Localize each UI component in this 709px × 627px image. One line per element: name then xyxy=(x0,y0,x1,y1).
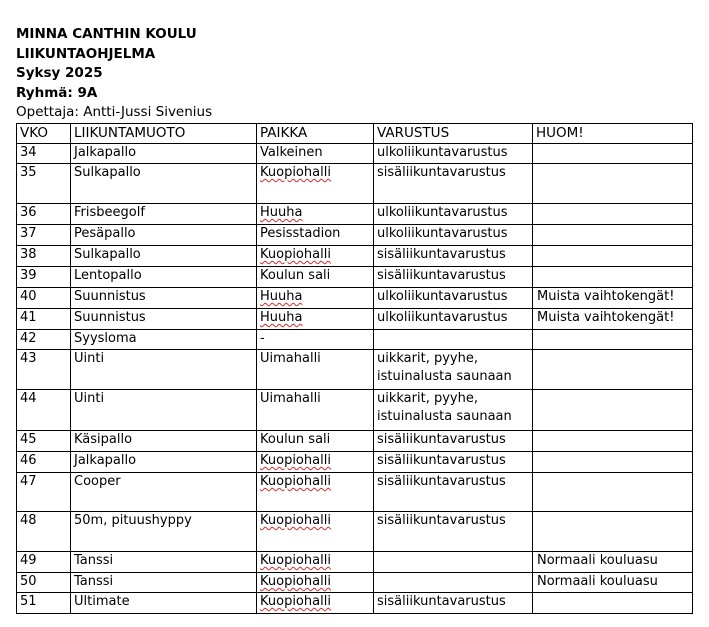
equipment-line: istuinalusta saunaan xyxy=(377,369,512,384)
cell-place xyxy=(257,246,374,267)
cell-equipment xyxy=(374,144,533,164)
cell-sport: Suunnistus xyxy=(71,309,257,330)
table-row xyxy=(17,164,693,204)
cell-sport: Jalkapallo xyxy=(71,452,257,473)
cell-week: 46 xyxy=(17,452,71,473)
place-text: Koulun sali xyxy=(260,268,331,283)
cell-place xyxy=(257,267,374,288)
equipment-line: istuinalusta saunaan xyxy=(377,409,512,424)
equipment-line: ulkoliikuntavarustus xyxy=(377,205,508,220)
column-header-equipment: VARUSTUS xyxy=(374,124,533,144)
table-row xyxy=(17,593,693,614)
cell-sport: Syysloma xyxy=(71,330,257,350)
cell-place xyxy=(257,593,374,614)
cell-note xyxy=(533,350,693,390)
cell-place xyxy=(257,512,374,552)
equipment-line: sisäliikuntavarustus xyxy=(377,268,506,283)
cell-sport: Uinti xyxy=(71,350,257,390)
column-header-sport: LIIKUNTAMUOTO xyxy=(71,124,257,144)
equipment-line: ulkoliikuntavarustus xyxy=(377,226,508,241)
cell-place xyxy=(257,330,374,350)
cell-sport: 50m, pituushyppy xyxy=(71,512,257,552)
cell-note xyxy=(533,330,693,350)
equipment-line: ulkoliikuntavarustus xyxy=(377,289,508,304)
table-row xyxy=(17,144,693,164)
cell-note xyxy=(533,267,693,288)
place-text: Kuopiohalli xyxy=(260,553,331,568)
cell-place xyxy=(257,390,374,431)
equipment-line: sisäliikuntavarustus xyxy=(377,165,506,180)
cell-note xyxy=(533,512,693,552)
cell-place xyxy=(257,473,374,512)
place-text: Kuopiohalli xyxy=(260,574,331,589)
cell-equipment xyxy=(374,246,533,267)
cell-equipment xyxy=(374,593,533,614)
cell-week: 38 xyxy=(17,246,71,267)
cell-sport: Tanssi xyxy=(71,552,257,573)
cell-equipment xyxy=(374,267,533,288)
place-text: Kuopiohalli xyxy=(260,247,331,262)
cell-place xyxy=(257,309,374,330)
cell-place xyxy=(257,288,374,309)
cell-week: 42 xyxy=(17,330,71,350)
cell-week: 50 xyxy=(17,573,71,593)
cell-place xyxy=(257,144,374,164)
cell-equipment xyxy=(374,552,533,573)
place-text: Kuopiohalli xyxy=(260,594,331,609)
equipment-line: sisäliikuntavarustus xyxy=(377,474,506,489)
column-header-vko: VKO xyxy=(17,124,71,144)
cell-equipment xyxy=(374,330,533,350)
place-text: Uimahalli xyxy=(260,351,321,366)
equipment-line: ulkoliikuntavarustus xyxy=(377,145,508,160)
cell-note xyxy=(533,204,693,225)
cell-week: 39 xyxy=(17,267,71,288)
cell-equipment xyxy=(374,164,533,204)
cell-note xyxy=(533,246,693,267)
cell-sport: Lentopallo xyxy=(71,267,257,288)
cell-place xyxy=(257,204,374,225)
cell-week: 48 xyxy=(17,512,71,552)
place-text: Valkeinen xyxy=(260,145,323,160)
equipment-line: ulkoliikuntavarustus xyxy=(377,310,508,325)
cell-place xyxy=(257,552,374,573)
table-row xyxy=(17,452,693,473)
cell-equipment xyxy=(374,204,533,225)
cell-note: Muista vaihtokengät! xyxy=(533,309,693,330)
cell-week: 41 xyxy=(17,309,71,330)
cell-sport: Jalkapallo xyxy=(71,144,257,164)
place-text: Pesisstadion xyxy=(260,226,341,241)
cell-equipment xyxy=(374,431,533,452)
cell-sport: Sulkapallo xyxy=(71,164,257,204)
cell-sport: Uinti xyxy=(71,390,257,431)
school-name: MINNA CANTHIN KOULU xyxy=(16,26,197,42)
cell-note: Normaali kouluasu xyxy=(533,573,693,593)
cell-place xyxy=(257,573,374,593)
program-title: LIIKUNTAOHJELMA xyxy=(16,45,156,62)
place-text: Huuha xyxy=(260,205,303,220)
cell-week: 43 xyxy=(17,350,71,390)
table-row xyxy=(17,267,693,288)
cell-week: 49 xyxy=(17,552,71,573)
teacher-label: Opettaja: Antti-Jussi Sivenius xyxy=(16,104,213,120)
place-text: Uimahalli xyxy=(260,391,321,406)
cell-week: 45 xyxy=(17,431,71,452)
cell-place xyxy=(257,164,374,204)
equipment-line: sisäliikuntavarustus xyxy=(377,247,506,262)
cell-note xyxy=(533,473,693,512)
table-row xyxy=(17,330,693,350)
group-label: Ryhmä: 9A xyxy=(16,84,98,101)
table-row xyxy=(17,552,693,573)
table-header-row xyxy=(17,124,693,144)
cell-note xyxy=(533,164,693,204)
table-row xyxy=(17,350,693,390)
cell-week: 51 xyxy=(17,593,71,614)
equipment-line: sisäliikuntavarustus xyxy=(377,513,506,528)
cell-sport: Suunnistus xyxy=(71,288,257,309)
cell-place xyxy=(257,452,374,473)
cell-note xyxy=(533,144,693,164)
cell-note xyxy=(533,593,693,614)
equipment-line: uikkarit, pyyhe, xyxy=(377,351,478,366)
cell-place xyxy=(257,431,374,452)
cell-note: Normaali kouluasu xyxy=(533,552,693,573)
cell-equipment xyxy=(374,225,533,246)
cell-sport: Cooper xyxy=(71,473,257,512)
table-row xyxy=(17,288,693,309)
cell-sport: Tanssi xyxy=(71,573,257,593)
cell-equipment xyxy=(374,390,533,431)
place-text: Kuopiohalli xyxy=(260,453,331,468)
term-label: Syksy 2025 xyxy=(16,65,103,81)
cell-week: 47 xyxy=(17,473,71,512)
cell-week: 37 xyxy=(17,225,71,246)
table-row xyxy=(17,431,693,452)
column-header-place: PAIKKA xyxy=(257,124,374,144)
cell-week: 36 xyxy=(17,204,71,225)
cell-sport: Frisbeegolf xyxy=(71,204,257,225)
table-row xyxy=(17,204,693,225)
place-text: Kuopiohalli xyxy=(260,513,331,528)
cell-sport: Käsipallo xyxy=(71,431,257,452)
place-text: Koulun sali xyxy=(260,432,331,447)
cell-note xyxy=(533,431,693,452)
cell-equipment xyxy=(374,512,533,552)
cell-equipment xyxy=(374,309,533,330)
cell-note: Muista vaihtokengät! xyxy=(533,288,693,309)
cell-week: 40 xyxy=(17,288,71,309)
place-text: Huuha xyxy=(260,310,303,325)
place-text: Kuopiohalli xyxy=(260,165,331,180)
table-row xyxy=(17,512,693,552)
table-row xyxy=(17,473,693,512)
column-header-note: HUOM! xyxy=(533,124,693,144)
schedule-body xyxy=(17,144,693,614)
table-row xyxy=(17,573,693,593)
cell-equipment xyxy=(374,350,533,390)
equipment-line: sisäliikuntavarustus xyxy=(377,453,506,468)
cell-equipment xyxy=(374,452,533,473)
cell-equipment xyxy=(374,288,533,309)
place-text: Huuha xyxy=(260,289,303,304)
cell-week: 35 xyxy=(17,164,71,204)
place-text: - xyxy=(260,331,265,346)
document-header xyxy=(16,25,212,123)
cell-week: 34 xyxy=(17,144,71,164)
table-row xyxy=(17,225,693,246)
cell-note xyxy=(533,452,693,473)
equipment-line: sisäliikuntavarustus xyxy=(377,432,506,447)
cell-equipment xyxy=(374,573,533,593)
cell-week: 44 xyxy=(17,390,71,431)
cell-sport: Ultimate xyxy=(71,593,257,614)
place-text: Kuopiohalli xyxy=(260,474,331,489)
cell-equipment xyxy=(374,473,533,512)
cell-place xyxy=(257,350,374,390)
table-row xyxy=(17,246,693,267)
schedule-table xyxy=(16,123,693,614)
equipment-line: uikkarit, pyyhe, xyxy=(377,391,478,406)
cell-sport: Sulkapallo xyxy=(71,246,257,267)
table-row xyxy=(17,390,693,431)
table-row xyxy=(17,309,693,330)
cell-note xyxy=(533,225,693,246)
equipment-line: sisäliikuntavarustus xyxy=(377,594,506,609)
cell-note xyxy=(533,390,693,431)
cell-sport: Pesäpallo xyxy=(71,225,257,246)
cell-place xyxy=(257,225,374,246)
